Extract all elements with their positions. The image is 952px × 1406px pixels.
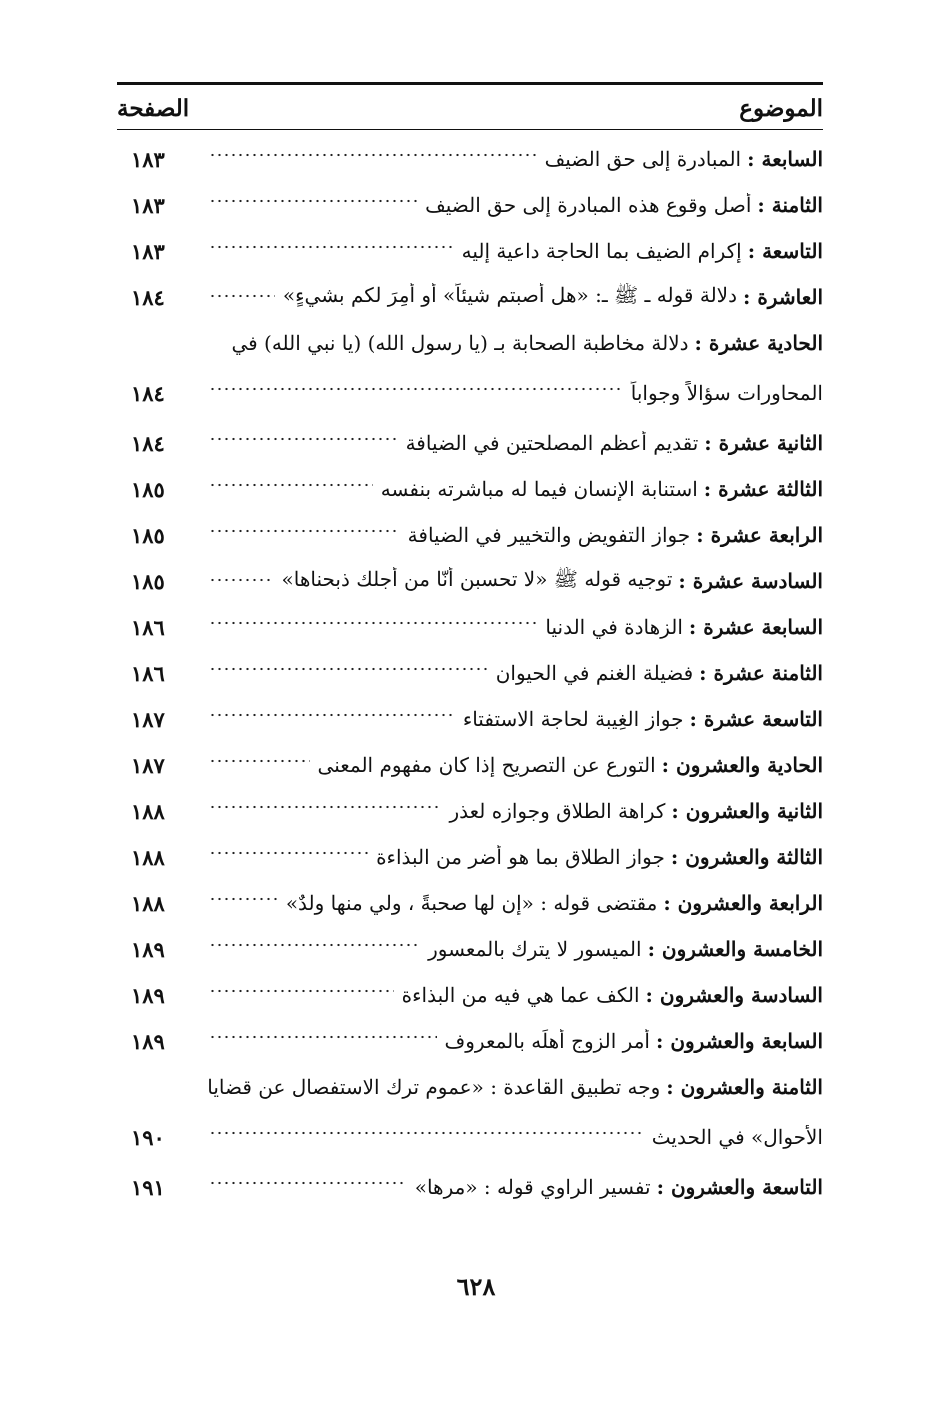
toc-row	[117, 512, 823, 558]
toc-row	[117, 1164, 823, 1210]
toc-entry	[197, 381, 823, 405]
entry-page-number: ١٨٥	[131, 522, 165, 548]
entry-page-number: ١٨٧	[131, 706, 165, 732]
toc-row	[117, 880, 823, 926]
entry-title: مقتضى قوله : «إن لها صحبةً ، ولي منها ولدٌ»	[285, 891, 658, 915]
toc-entry	[197, 239, 823, 263]
toc-entry	[197, 707, 823, 731]
entry-label: السابعة :	[747, 147, 823, 171]
entry-title: دلالة قوله ـ ﷺ ـ: «هل أصبتم شيئاً» أو أُمِرَ لكم بشيءٍ»	[282, 282, 737, 307]
dot-leader	[209, 1131, 644, 1135]
toc-row	[117, 834, 823, 880]
entry-page-number: ١٨٣	[131, 146, 165, 172]
dot-leader	[209, 989, 394, 993]
entry-title: تفسير الراوي قوله : «مرها»	[414, 1175, 651, 1199]
dot-leader	[209, 437, 398, 441]
toc-row	[117, 742, 823, 788]
entry-title: دلالة مخاطبة الصحابة بـ (يا رسول الله) (يا نبي الله) في	[231, 331, 689, 355]
entry-label: السابعة والعشرون :	[655, 1029, 823, 1053]
toc-entry	[197, 567, 823, 596]
toc-entry	[197, 431, 823, 455]
dot-leader	[209, 667, 488, 671]
entry-label: الثالثة عشرة :	[703, 477, 823, 501]
entry-label: الثالثة والعشرون :	[670, 845, 823, 869]
entry-page-number: ١٨٥	[131, 568, 165, 594]
toc-row	[117, 182, 823, 228]
entry-label: الثامنة عشرة :	[699, 661, 823, 685]
entry-page-number: ١٨٨	[131, 890, 165, 916]
dot-leader	[209, 294, 275, 298]
toc-row	[117, 1018, 823, 1064]
entry-title-continuation: الأحوال» في الحديث	[651, 1125, 823, 1149]
entry-title: أصل وقوع هذه المبادرة إلى حق الضيف	[425, 193, 752, 217]
entry-page-number: ١٨٩	[131, 936, 165, 962]
toc-row	[117, 320, 823, 366]
entry-title: جواز الطلاق بما هو أضر من البذاءة	[376, 845, 665, 869]
entry-label: الرابعة والعشرون :	[663, 891, 823, 915]
toc-entry	[197, 1029, 823, 1053]
entry-label: الرابعة عشرة :	[696, 523, 823, 547]
toc-row-continuation	[117, 366, 823, 420]
entry-title: الميسور لا يترك بالمعسور	[428, 937, 642, 961]
entry-label: التاسعة :	[747, 239, 823, 263]
entry-label: الثامنة والعشرون :	[666, 1075, 823, 1099]
entry-label: الثانية عشرة :	[704, 431, 823, 455]
entry-label: التاسعة عشرة :	[689, 707, 823, 731]
header-topic: الموضوع	[739, 94, 823, 122]
dot-leader	[209, 851, 368, 855]
entry-page-number: ١٨٤	[131, 380, 165, 406]
dot-leader	[209, 483, 373, 487]
toc-entry	[197, 1075, 823, 1099]
dot-leader	[209, 387, 623, 391]
toc-row	[117, 228, 823, 274]
toc-row	[117, 558, 823, 604]
toc-entry	[197, 799, 823, 823]
entry-label: الحادية عشرة :	[694, 331, 823, 355]
toc-entry	[197, 937, 823, 961]
entry-page-number: ١٩١	[131, 1174, 165, 1200]
entry-page-number: ١٨٤	[131, 430, 165, 456]
top-rule	[117, 82, 823, 85]
entry-label: السادسة عشرة :	[678, 569, 823, 593]
toc-entry	[197, 983, 823, 1007]
table-header	[117, 88, 823, 128]
entry-page-number: ١٨٨	[131, 844, 165, 870]
dot-leader	[209, 199, 417, 203]
toc-row	[117, 604, 823, 650]
toc-entry	[197, 891, 823, 915]
dot-leader	[209, 245, 454, 249]
dot-leader	[209, 1035, 437, 1039]
header-page: الصفحة	[117, 94, 190, 122]
dot-leader	[209, 805, 441, 809]
toc-row	[117, 136, 823, 182]
entry-title: التورع عن التصريح إذا كان مفهوم المعنى	[317, 753, 656, 777]
toc-entry	[197, 615, 823, 639]
entry-title: فضيلة الغنم في الحيوان	[495, 661, 694, 685]
entry-title-continuation: المحاورات سؤالاً وجواباً	[630, 381, 823, 405]
dot-leader	[209, 578, 274, 582]
entry-page-number: ١٨٦	[131, 660, 165, 686]
toc-row	[117, 1064, 823, 1110]
entry-page-number: ١٩٠	[131, 1124, 165, 1150]
toc-row	[117, 274, 823, 320]
toc-entry	[197, 845, 823, 869]
toc-entry	[197, 477, 823, 501]
entry-page-number: ١٨٣	[131, 238, 165, 264]
entry-title: الزهادة في الدنيا	[545, 615, 683, 639]
toc-row	[117, 650, 823, 696]
table-of-contents	[117, 136, 823, 1210]
entry-page-number: ١٨٩	[131, 1028, 165, 1054]
entry-title: وجه تطبيق القاعدة : «عموم ترك الاستفصال عن قضايا	[207, 1075, 661, 1099]
entry-title: كراهة الطلاق وجوازه لعذرٍ	[449, 799, 666, 823]
entry-label: العاشرة :	[742, 285, 823, 309]
toc-row	[117, 696, 823, 742]
entry-page-number: ١٨٤	[131, 284, 165, 310]
dot-leader	[209, 153, 537, 157]
toc-entry	[197, 661, 823, 685]
toc-entry	[197, 523, 823, 547]
entry-label: السادسة والعشرون :	[645, 983, 823, 1007]
entry-page-number: ١٨٦	[131, 614, 165, 640]
toc-entry	[197, 1175, 823, 1199]
toc-row	[117, 972, 823, 1018]
entry-title: أمر الزوج أهلَه بالمعروف	[444, 1029, 650, 1053]
entry-title: توجيه قوله ﷺ «لا تحسبن أنّا من أجلك ذبحناها»	[281, 566, 673, 591]
toc-entry	[197, 1125, 823, 1149]
entry-page-number: ١٨٨	[131, 798, 165, 824]
entry-label: الثانية والعشرون :	[671, 799, 823, 823]
entry-title: جواز الغِيبة لحاجة الاستفتاء	[462, 707, 684, 731]
toc-row	[117, 788, 823, 834]
entry-label: التاسعة والعشرون :	[656, 1175, 823, 1199]
entry-page-number: ١٨٥	[131, 476, 165, 502]
toc-row	[117, 926, 823, 972]
header-rule	[117, 129, 823, 130]
toc-row-continuation	[117, 1110, 823, 1164]
dot-leader	[209, 713, 455, 717]
page-number-footer: ٦٢٨	[456, 1272, 496, 1301]
toc-entry	[197, 193, 823, 217]
entry-label: الحادية والعشرون :	[661, 753, 823, 777]
entry-title: تقديم أعظم المصلحتين في الضيافة	[405, 431, 699, 455]
entry-label: الثامنة :	[757, 193, 823, 217]
entry-label: الخامسة والعشرون :	[647, 937, 823, 961]
entry-title: جواز التفويض والتخيير في الضيافة	[407, 523, 691, 547]
toc-row	[117, 466, 823, 512]
entry-page-number: ١٨٩	[131, 982, 165, 1008]
dot-leader	[209, 759, 310, 763]
entry-title: المبادرة إلى حق الضيف	[544, 147, 742, 171]
toc-entry	[197, 331, 823, 355]
dot-leader	[209, 529, 400, 533]
dot-leader	[209, 897, 278, 901]
entry-title: الكف عما هي فيه من البذاءة	[401, 983, 640, 1007]
dot-leader	[209, 621, 537, 625]
entry-title: استنابة الإنسان فيما له مباشرته بنفسه	[380, 477, 698, 501]
toc-entry	[197, 283, 823, 312]
dot-leader	[209, 1181, 407, 1185]
dot-leader	[209, 943, 420, 947]
toc-entry	[197, 147, 823, 171]
toc-row	[117, 420, 823, 466]
entry-page-number: ١٨٣	[131, 192, 165, 218]
entry-page-number: ١٨٧	[131, 752, 165, 778]
entry-title: إكرام الضيف بما الحاجة داعية إليه	[461, 239, 742, 263]
toc-entry	[197, 753, 823, 777]
entry-label: السابعة عشرة :	[688, 615, 823, 639]
